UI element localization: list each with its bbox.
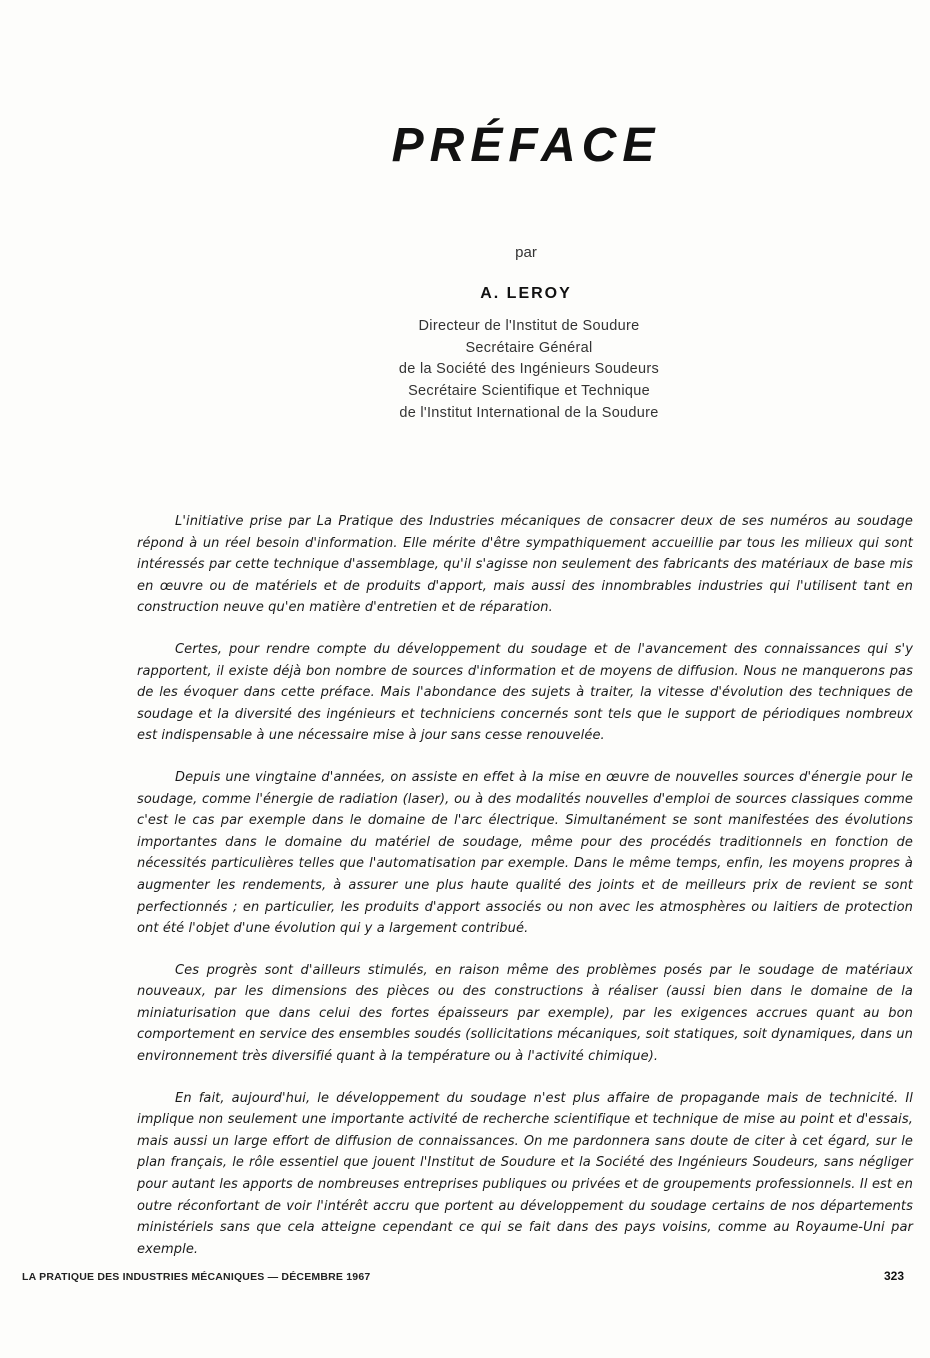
paragraph: Certes, pour rendre compte du développement du soudage et de l'avancement des connaissances qui s'y rapportent, il existe déjà bon nombre de sources d'information et de moyens de diffusion. Nous ne manquerons pas de les évoquer dans cette préface. Mais l'abondance des sujets à traiter, la vitesse d'évolution des techniques de soudage et la diversité des ingénieurs et techniciens concernés sont tels que le support de périodiques nombreux est indispensable à une nécessaire mise à jour sans cesse renouvelée. bbox=[137, 641, 913, 744]
journal-footer: LA PRATIQUE DES INDUSTRIES MÉCANIQUES — DÉCEMBRE 1967 bbox=[22, 1271, 371, 1283]
page-title: PRÉFACE bbox=[391, 119, 661, 172]
paragraph: Ces progrès sont d'ailleurs stimulés, en raison même des problèmes posés par le soudage de matériaux nouveaux, par les dimensions des pièces ou des constructions à réaliser (aussi bien dans le domaine de la miniaturisation que dans celui des fortes épaisseurs par exemple), par les exigences accrues quant au bon comportement en service des ensembles soudés (sollicitations mécaniques, soit statiques, soit dynamiques, dans un environnement très diversifié quant à la température ou à l'activité chimique). bbox=[137, 962, 913, 1065]
author-role: de la Société des Ingénieurs Soudeurs bbox=[398, 361, 660, 378]
author-role: Directeur de l'Institut de Soudure bbox=[418, 318, 640, 334]
author-roles bbox=[0, 316, 930, 425]
byline: par bbox=[515, 244, 537, 261]
paragraph: En fait, aujourd'hui, le développement du soudage n'est plus affaire de propagande mais de technicité. Il implique non seulement une importante activité de recherche scientifique et technique de mise au point et d'essais, mais aussi un large effort de diffusion de connaissances. On me pardonnera sans doute de citer à cet égard, sur le plan français, le rôle essentiel que jouent l'Institut de Soudure et la Société des Ingénieurs Soudeurs, sans négliger pour autant les apports de nombreuses entreprises publiques ou privées et de groupements professionnels. Il est en outre réconfortant de voir l'intérêt accru que portent au développement du soudage certains de nos départements ministériels sans que cela atteigne cependant ce qui se fait dans des pays voisins, comme au Royaume-Uni par exemple. bbox=[137, 1090, 913, 1257]
author-role: Secrétaire Général bbox=[465, 339, 593, 356]
paragraph: L'initiative prise par La Pratique des Industries mécaniques de consacrer deux de ses numéros au soudage répond à un réel besoin d'information. Elle mérite d'être sympathiquement accueillie par tous les milieux qui sont intéressés par cette technique d'assemblage, qu'il s'agisse non seulement des fabricants des matériaux de base mis en œuvre ou de matériels et de produits d'apport, mais aussi des innombrables industries qui l'utilisent tant en construction neuve qu'en matière d'entretien et de réparation. bbox=[137, 514, 913, 616]
preface-body bbox=[137, 511, 913, 1280]
page-number: 323 bbox=[884, 1269, 905, 1283]
author-name: A. LEROY bbox=[480, 285, 572, 302]
author-role: de l'Institut International de la Soudure bbox=[399, 404, 659, 421]
author-role: Secrétaire Scientifique et Technique bbox=[408, 383, 650, 400]
paragraph: Depuis une vingtaine d'années, on assiste en effet à la mise en œuvre de nouvelles sources d'énergie pour le soudage, comme l'énergie de radiation (laser), ou à des modalités nouvelles d'emploi de sources classiques comme c'est le cas par exemple dans le domaine de l'arc électrique. Simultanément se sont manifestées des évolutions importantes dans le domaine du matériel de soudage, même pour des procédés traditionnels en fonction de nécessités particulières telles que l'automatisation par exemple. Dans le même temps, enfin, les moyens propres à augmenter les rendements, à assurer une plus haute qualité des joints et de meilleurs prix de revient se sont perfectionnés ; en particulier, les produits d'apport associés ou non avec les atmosphères ou laitiers de protection ont été l'objet d'une évolution qui y a largement contribué. bbox=[137, 769, 913, 937]
